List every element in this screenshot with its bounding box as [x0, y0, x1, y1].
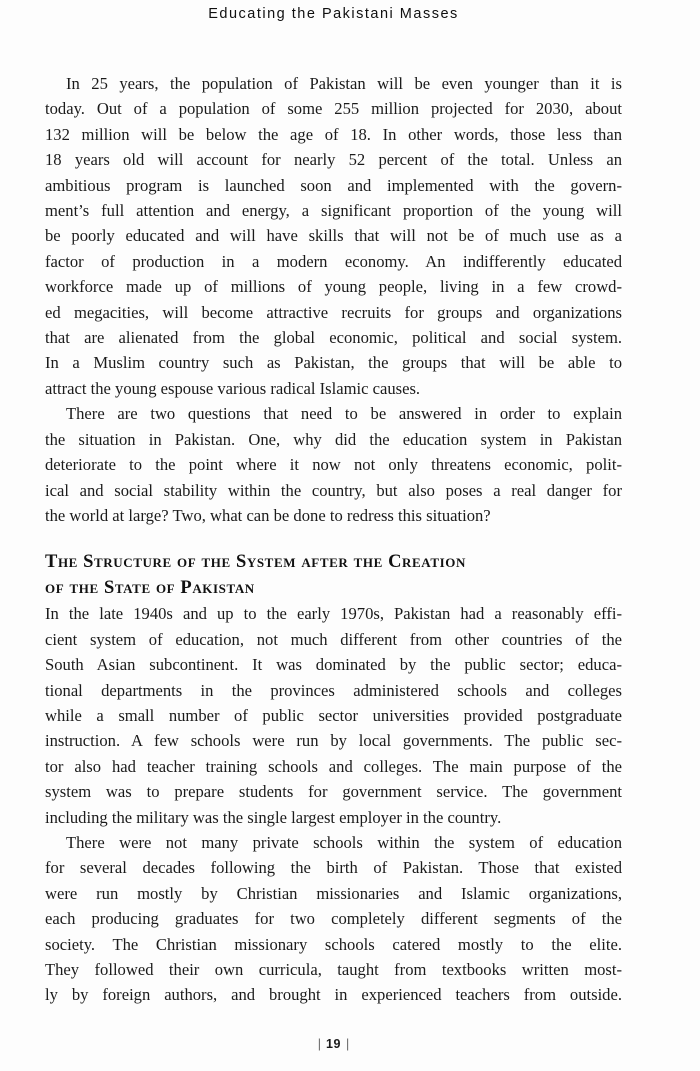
section-heading-line: of the State of Pakistan — [45, 577, 255, 598]
text-line: In a Muslim country such as Pakistan, the groups that will be able to — [45, 353, 622, 373]
text-line: ly by foreign authors, and brought in experienced teachers from outside. — [45, 985, 622, 1005]
text-line: In 25 years, the population of Pakistan will be even younger than it is — [66, 74, 622, 93]
text-line: ment’s full attention and energy, a significant proportion of the young will — [45, 201, 622, 221]
text-line: that are alienated from the global economic, political and social system. — [45, 328, 622, 348]
text-line: each producing graduates for two completely different segments of the — [45, 909, 622, 929]
text-line: system was to prepare students for government service. The government — [45, 782, 622, 802]
text-line: There were not many private schools within the system of education — [66, 832, 622, 852]
page-number-bar: | — [317, 1037, 322, 1051]
text-line: workforce made up of millions of young people, living in a few crowd- — [45, 277, 622, 297]
text-line: cient system of education, not much different from other countries of the — [45, 629, 622, 649]
text-line: 18 years old will account for nearly 52 percent of the total. Unless an — [45, 150, 622, 170]
text-line: the situation in Pakistan. One, why did the education system in Pakistan — [45, 429, 622, 449]
text-line: factor of production in a modern economy. An indifferently educated — [45, 251, 622, 271]
text-line: South Asian subcontinent. It was dominated by the public sector; educa- — [45, 655, 622, 675]
page-number: 19 — [326, 1037, 341, 1051]
section-heading-line: The Structure of the System after the Creation — [45, 552, 466, 573]
body-text — [45, 71, 622, 1008]
text-line: tional departments in the provinces administered schools and colleges — [45, 680, 622, 700]
text-line: deteriorate to the point where it now not only threatens economic, polit- — [45, 455, 622, 475]
text-line: today. Out of a population of some 255 million projected for 2030, about — [45, 99, 622, 119]
text-line: 132 million will be below the age of 18. In other words, those less than — [45, 124, 622, 144]
text-line: society. The Christian missionary schools catered mostly to the elite. — [45, 934, 622, 954]
section-heading — [45, 550, 622, 601]
paragraph — [45, 401, 622, 528]
text-line: attract the young espouse various radical Islamic causes. — [45, 378, 421, 398]
text-line: In the late 1940s and up to the early 1970s, Pakistan had a reasonably effi- — [45, 604, 622, 624]
text-line: There are two questions that need to be answered in order to explain — [66, 404, 622, 424]
running-head: Educating the Pakistani Masses — [208, 6, 459, 22]
text-line: including the military was the single largest employer in the country. — [45, 807, 502, 827]
paragraph — [45, 830, 622, 1008]
page-footer — [45, 1037, 622, 1051]
text-line: were run mostly by Christian missionaries and Islamic organizations, — [45, 883, 622, 903]
text-line: ambitious program is launched soon and implemented with the govern- — [45, 175, 622, 195]
text-line: be poorly educated and will have skills that will not be of much use as a — [45, 226, 622, 246]
text-line: instruction. A few schools were run by local governments. The public sec- — [45, 731, 622, 751]
text-line: while a small number of public sector universities provided postgraduate — [45, 705, 622, 725]
text-line: for several decades following the birth of Pakistan. Those that existed — [45, 858, 622, 878]
text-line: ical and social stability within the country, but also poses a real danger for — [45, 480, 622, 500]
page-number-bar: | — [345, 1037, 350, 1051]
text-line: tor also had teacher training schools and colleges. The main purpose of the — [45, 756, 622, 776]
paragraph — [45, 71, 622, 401]
text-line: They followed their own curricula, taught from textbooks written most- — [45, 960, 622, 979]
text-line: ed megacities, will become attractive recruits for groups and organizations — [45, 302, 622, 322]
text-line: the world at large? Two, what can be done to redress this situation? — [45, 505, 491, 525]
paragraph — [45, 601, 622, 830]
